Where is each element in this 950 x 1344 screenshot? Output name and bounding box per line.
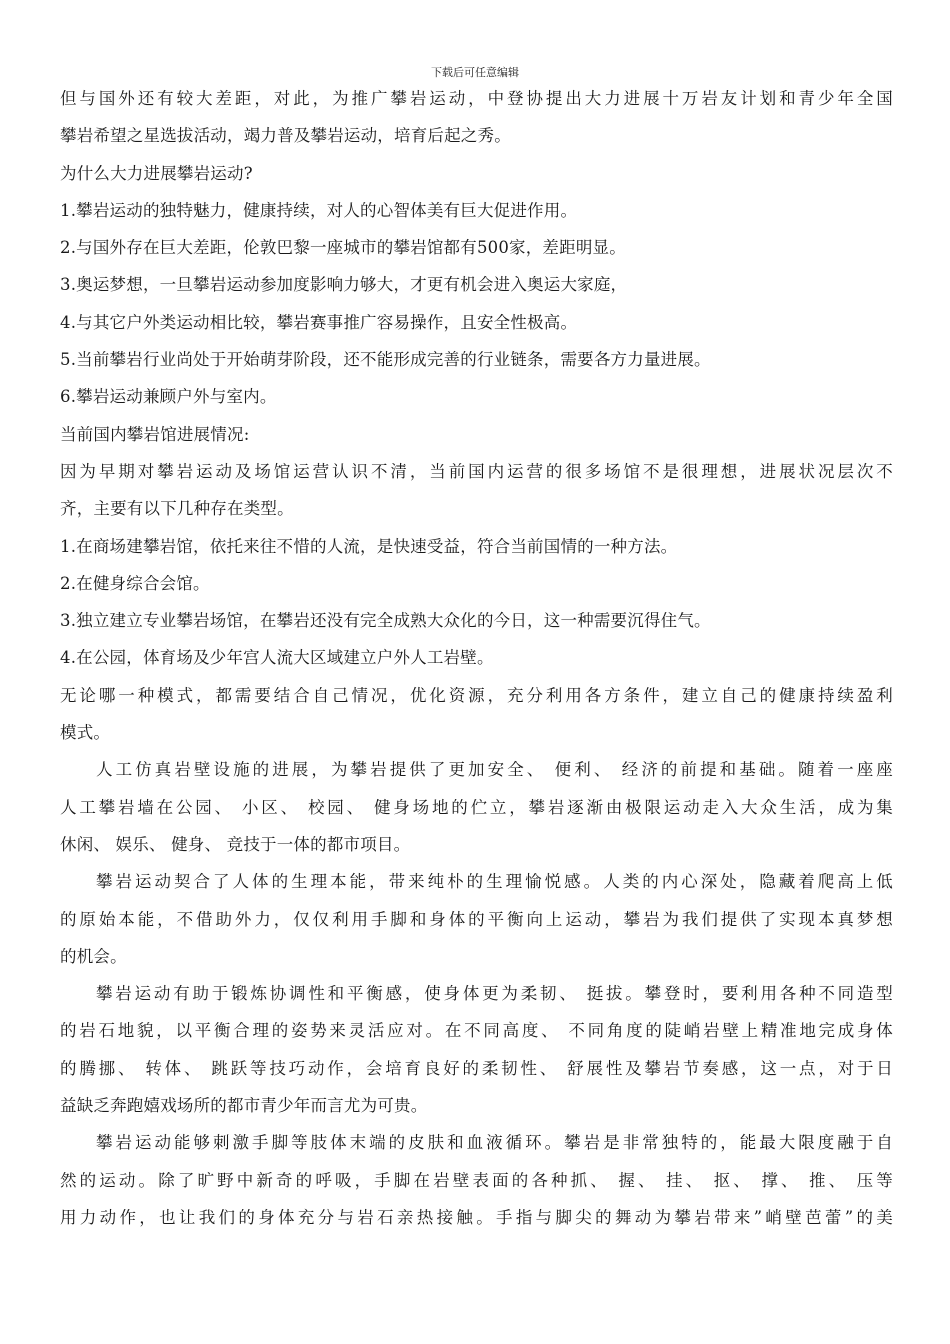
document-body bbox=[60, 84, 893, 1240]
text-line: 1.在商场建攀岩馆，依托来往不惜的人流，是快速受益，符合当前国情的一种方法。 bbox=[60, 536, 678, 556]
page-header: 下载后可任意编辑 bbox=[431, 66, 519, 79]
text-line: 的原始本能，不借助外力，仅仅利用手脚和身体的平衡向上运动，攀岩为我们提供了实现本真梦想 bbox=[60, 909, 893, 929]
text-line: 2.与国外存在巨大差距，伦敦巴黎一座城市的攀岩馆都有500家，差距明显。 bbox=[60, 238, 626, 258]
text-line: 的机会。 bbox=[60, 946, 127, 966]
text-line: 6.攀岩运动兼顾户外与室内。 bbox=[60, 387, 277, 407]
text-line: 2.在健身综合会馆。 bbox=[60, 573, 210, 593]
text-line: 人工攀岩墙在公园、 小区、 校园、 健身场地的伫立，攀岩逐渐由极限运动走入大众生活，成为集 bbox=[60, 797, 893, 817]
text-line: 的腾挪、 转体、 跳跃等技巧动作，会培育良好的柔韧性、 舒展性及攀岩节奏感，这一点，对于日 bbox=[60, 1058, 893, 1078]
text-line: 攀岩运动有助于锻炼协调性和平衡感，使身体更为柔韧、 挺拔。攀登时，要利用各种不同造型 bbox=[96, 984, 893, 1004]
text-line: 用力动作，也让我们的身体充分与岩石亲热接触。手指与脚尖的舞动为攀岩带来”峭壁芭蕾”的美 bbox=[60, 1207, 893, 1227]
text-line: 4.在公园，体育场及少年宫人流大区域建立户外人工岩壁。 bbox=[60, 648, 494, 668]
text-line: 攀岩运动契合了人体的生理本能，带来纯朴的生理愉悦感。人类的内心深处，隐藏着爬高上低 bbox=[96, 872, 893, 892]
text-line: 因为早期对攀岩运动及场馆运营认识不清，当前国内运营的很多场馆不是很理想，进展状况层次不 bbox=[60, 461, 893, 481]
text-line: 益缺乏奔跑嬉戏场所的都市青少年而言尤为可贵。 bbox=[60, 1096, 428, 1116]
text-line: 人工仿真岩壁设施的进展，为攀岩提供了更加安全、 便利、 经济的前提和基础。随着一座座 bbox=[96, 760, 893, 780]
text-line: 无论哪一种模式，都需要结合自己情况，优化资源，充分利用各方条件，建立自己的健康持续盈利 bbox=[60, 685, 893, 705]
text-line: 当前国内攀岩馆进展情况: bbox=[60, 424, 250, 444]
text-line: 的岩石地貌，以平衡合理的姿势来灵活应对。在不同高度、 不同角度的陡峭岩壁上精准地完成身体 bbox=[60, 1021, 893, 1041]
text-line: 齐，主要有以下几种存在类型。 bbox=[60, 499, 294, 519]
text-line: 4.与其它户外类运动相比较，攀岩赛事推广容易操作，且安全性极高。 bbox=[60, 312, 578, 332]
text-line: 然的运动。除了旷野中新奇的呼吸，手脚在岩壁表面的各种抓、 握、 挂、 抠、 撑、 推、 压等 bbox=[60, 1170, 893, 1190]
text-line: 5.当前攀岩行业尚处于开始萌芽阶段，还不能形成完善的行业链条，需要各方力量进展。 bbox=[60, 350, 711, 370]
text-line: 模式。 bbox=[60, 723, 111, 743]
text-line: 攀岩运动能够刺激手脚等肢体末端的皮肤和血液循环。攀岩是非常独特的，能最大限度融于自 bbox=[96, 1133, 893, 1153]
text-line: 3.奥运梦想，一旦攀岩运动参加度影响力够大，才更有机会进入奥运大家庭， bbox=[60, 275, 628, 295]
text-line: 1.攀岩运动的独特魅力，健康持续，对人的心智体美有巨大促进作用。 bbox=[60, 200, 578, 220]
text-line: 但与国外还有较大差距，对此，为推广攀岩运动，中登协提出大力进展十万岩友计划和青少年全国 bbox=[60, 89, 893, 108]
text-line: 攀岩希望之星选拔活动，竭力普及攀岩运动，培育后起之秀。 bbox=[60, 126, 511, 146]
text-line: 3.独立建立专业攀岩场馆，在攀岩还没有完全成熟大众化的今日，这一种需要沉得住气。 bbox=[60, 611, 711, 631]
text-line: 为什么大力进展攀岩运动? bbox=[60, 163, 253, 183]
text-line: 休闲、 娱乐、 健身、 竞技于一体的都市项目。 bbox=[60, 834, 411, 854]
